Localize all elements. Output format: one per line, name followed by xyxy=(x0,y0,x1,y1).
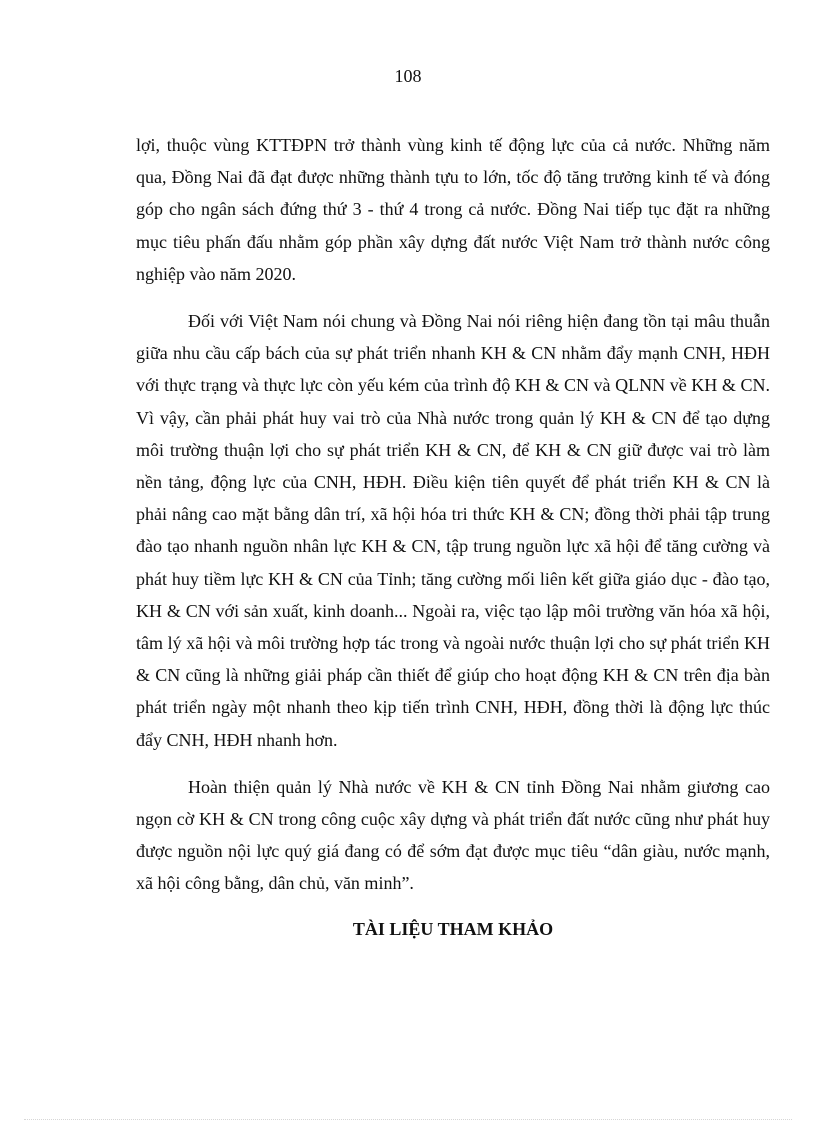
references-heading: TÀI LIỆU THAM KHẢO xyxy=(352,918,554,939)
document-body xyxy=(136,129,770,945)
page-number: 108 xyxy=(394,66,422,86)
paragraph-science-technology: Đối với Việt Nam nói chung và Đồng Nai nói riêng hiện đang tồn tại mâu thuẫn giữa nhu cầu cấp bách của sự phát triển nhanh KH & CN nhằm đẩy mạnh CNH, HĐH với thực trạng và thực lực còn yếu kém của trình độ KH & CN và QLNN về KH & CN. Vì vậy, cần phải phát huy vai trò của Nhà nước trong quản lý KH & CN để tạo dựng môi trường thuận lợi cho sự phát triển KH & CN, để KH & CN giữ được vai trò làm nền tảng, động lực của CNH, HĐH. Điều kiện tiên quyết để phát triển KH & CN là phải nâng cao mặt bằng dân trí, xã hội hóa tri thức KH & CN; đồng thời phải tập trung đào tạo nhanh nguồn nhân lực KH & CN, tập trung nguồn lực xã hội để tăng cường và phát huy tiềm lực KH & CN của Tỉnh; tăng cường mối liên kết giữa giáo dục - đào tạo, KH & CN với sản xuất, kinh doanh... Ngoài ra, việc tạo lập môi trường văn hóa xã hội, tâm lý xã hội và môi trường hợp tác trong và ngoài nước thuận lợi cho sự phát triển KH & CN cũng là những giải pháp cần thiết để giúp cho hoạt động KH & CN trên địa bàn phát triển ngày một nhanh theo kịp tiến trình CNH, HĐH, đồng thời là động lực thúc đẩy CNH, HĐH nhanh hơn. xyxy=(136,311,770,750)
paragraph-continuation: lợi, thuộc vùng KTTĐPN trở thành vùng kinh tế động lực của cả nước. Những năm qua, Đồng Nai đã đạt được những thành tựu to lớn, tốc độ tăng trưởng kinh tế và đóng góp cho ngân sách đứng thứ 3 - thứ 4 trong cả nước. Đồng Nai tiếp tục đặt ra những mục tiêu phấn đấu nhằm góp phần xây dựng đất nước Việt Nam trở thành nước công nghiệp vào năm 2020. xyxy=(136,135,770,284)
paragraph-conclusion: Hoàn thiện quản lý Nhà nước về KH & CN tỉnh Đồng Nai nhằm giương cao ngọn cờ KH & CN trong công cuộc xây dựng và phát triển đất nước cũng như phát huy được nguồn nội lực quý giá đang có để sớm đạt được mục tiêu “dân giàu, nước mạnh, xã hội công bằng, dân chủ, văn minh”. xyxy=(136,776,770,894)
page-bottom-divider xyxy=(24,1119,792,1120)
